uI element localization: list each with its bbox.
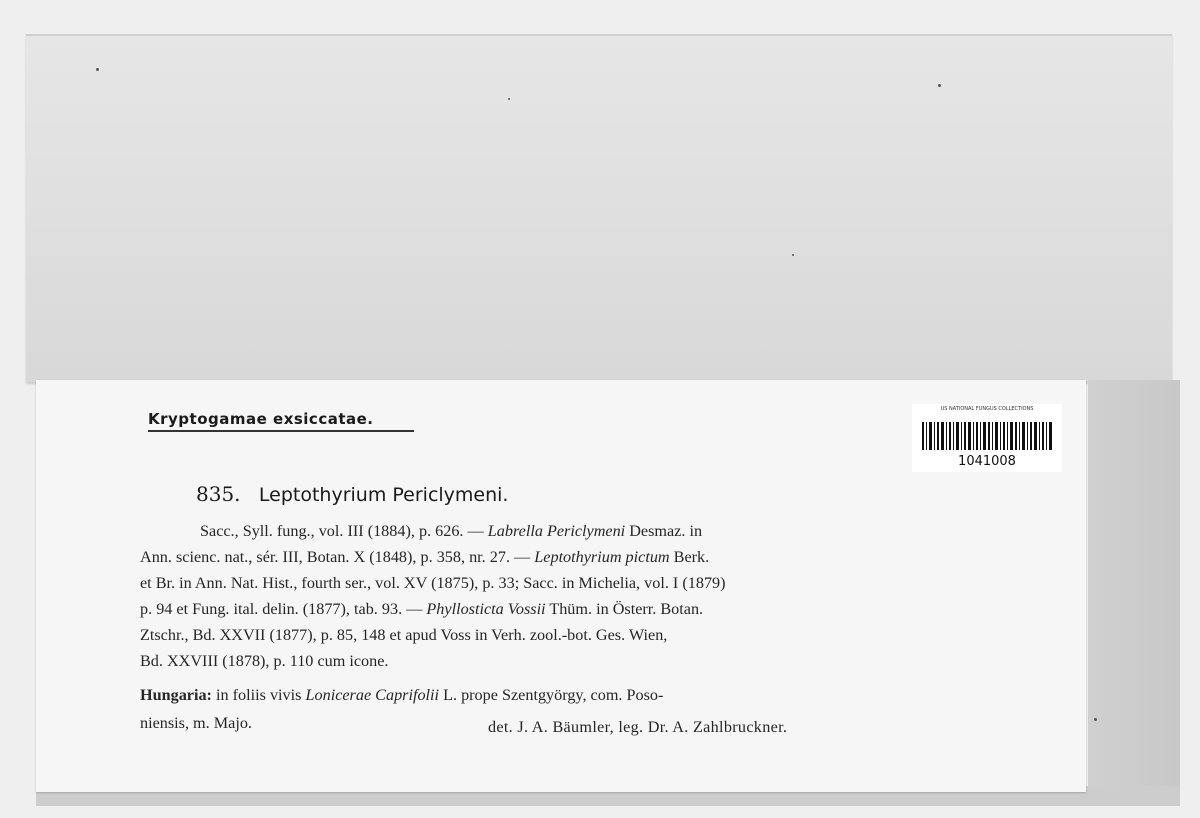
paper-speck (508, 98, 510, 100)
paper-speck (1094, 718, 1097, 721)
synonym-name: Labrella Periclymeni (487, 522, 626, 540)
synonym-name: Phyllosticta Vossii (426, 600, 546, 618)
host-name: Lonicerae Caprifolii (305, 686, 440, 704)
packet-flap (26, 34, 1172, 382)
reference-text: Bd. XXVIII (1878), p. 110 cum icone. (140, 652, 389, 670)
locality-text: niensis, m. Majo. (140, 714, 252, 732)
reference-text: Ztschr., Bd. XXVII (1877), p. 85, 148 et apud Voss in Verh. zool.-bot. Ges. Wien, (140, 626, 668, 644)
reference-line (140, 626, 667, 645)
reference-line (140, 548, 709, 567)
barcode-caption: US NATIONAL FUNGUS COLLECTIONS (940, 406, 1034, 412)
reference-line (140, 600, 703, 619)
locality-text: L. prope Szentgyörgy, com. Poso- (439, 686, 664, 704)
packet-edge (1088, 380, 1180, 802)
species-name: Leptothyrium Periclymeni. (258, 484, 509, 506)
reference-line (200, 522, 702, 541)
barcode-icon (922, 418, 1054, 454)
paper-speck (938, 84, 941, 87)
reference-text: Desmaz. in (625, 522, 703, 540)
locality-text: in foliis vivis (211, 686, 306, 704)
locality-line (140, 714, 252, 733)
barcode-label (912, 404, 1062, 472)
reference-text: Sacc., Syll. fung., vol. III (1884), p. 626. — (200, 522, 488, 540)
paper-speck (96, 68, 99, 71)
collectors-line: det. J. A. Bäumler, leg. Dr. A. Zahlbruckner. (488, 718, 788, 736)
exsiccata-number: 835. (196, 482, 241, 506)
reference-text: Thüm. in Österr. Botan. (545, 600, 704, 618)
species-heading (196, 482, 508, 506)
synonym-name: Leptothyrium pictum (534, 548, 670, 566)
series-title: Kryptogamae exsiccatae. (148, 410, 414, 432)
reference-text: et Br. in Ann. Nat. Hist., fourth ser., vol. XV (1875), p. 33; Sacc. in Michelia, vol. I (1879) (140, 574, 726, 592)
reference-line (140, 652, 388, 671)
reference-line (140, 574, 726, 593)
reference-text: Ann. scienc. nat., sér. III, Botan. X (1848), p. 358, nr. 27. — (140, 548, 535, 566)
barcode-number: 1041008 (958, 454, 1016, 469)
reference-text: Berk. (669, 548, 710, 566)
region-name: Hungaria: (140, 686, 212, 704)
reference-text: p. 94 et Fung. ital. delin. (1877), tab. 93. — (140, 600, 427, 618)
paper-speck (792, 254, 794, 256)
locality-line (140, 686, 663, 705)
